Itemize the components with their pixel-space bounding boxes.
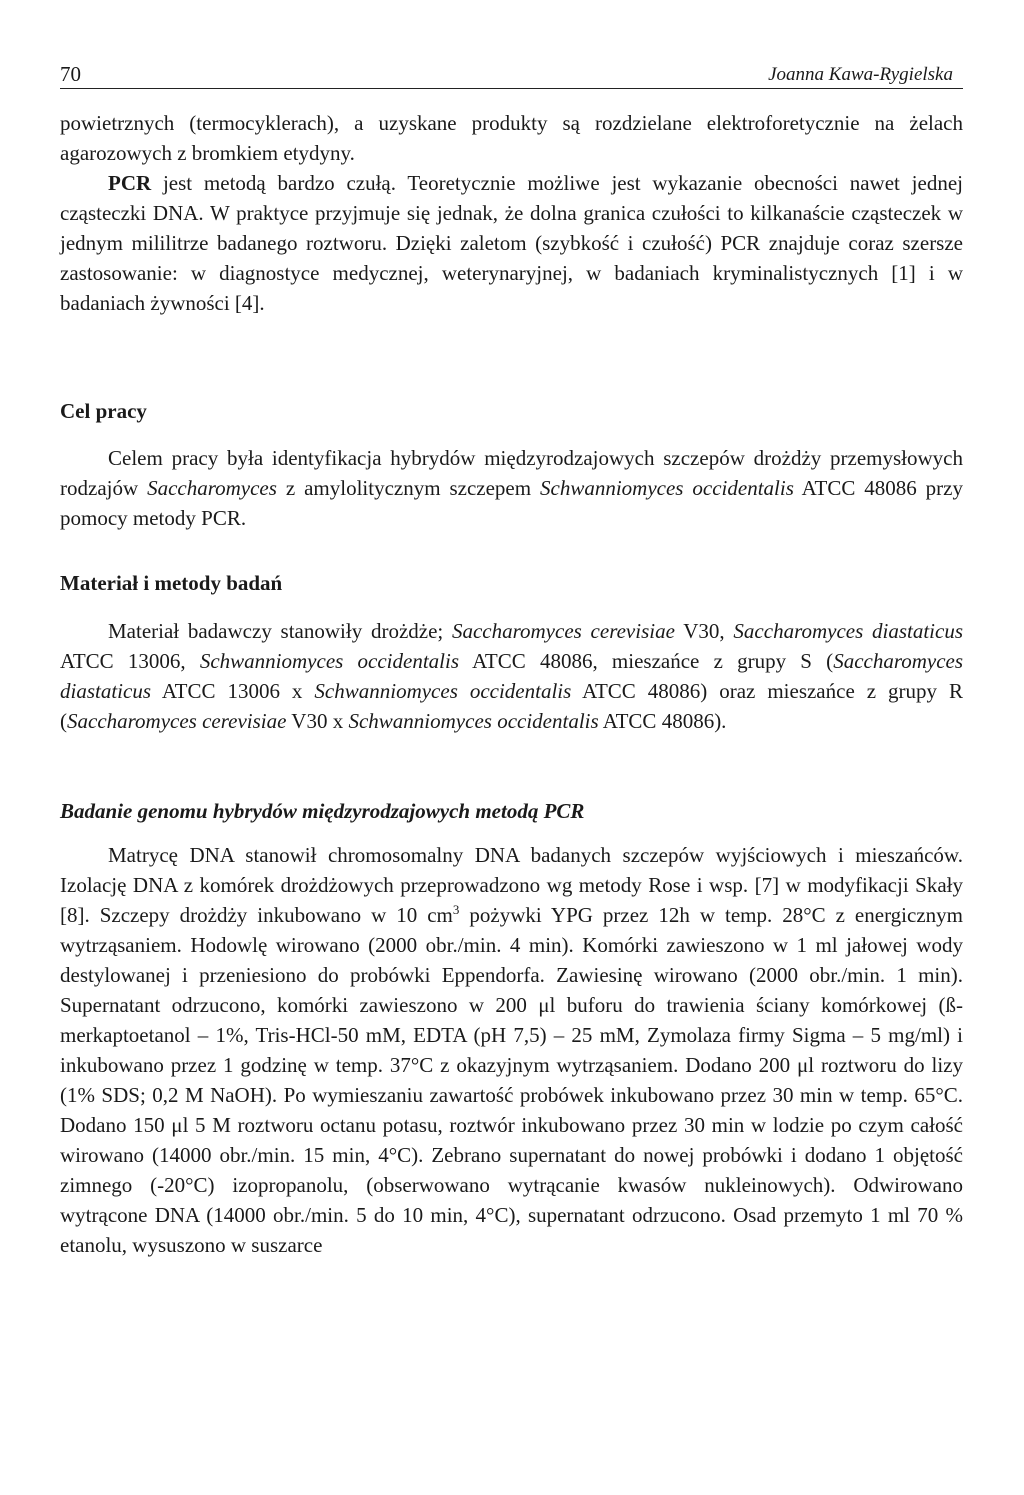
intro-paragraph-2 xyxy=(60,168,963,318)
genome-text-2: pożywki YPG przez 12h w temp. 28°C z energicznym wytrząsaniem. Hodowlę wirowano (2000 obr./min. 4 min). Komórki zawieszono w 1 ml jałowej wody destylowanej i przeniesiono do probówki Eppendorfa. Zawiesinę wirowano (2000 obr./min. 1 min). Supernatant odrzucono, komórki zawieszono w 200 μl buforu do trawienia ściany komórkowej (ß-merkaptoetanol – 1%, Tris-HCl-50 mM, EDTA (pH 7,5) – 25 mM, Zymolaza firmy Sigma – 5 mg/ml) i inkubowano przez 1 godzinę w temp. 37°C z okazyjnym wytrząsaniem. Dodano 200 μl roztworu do lizy (1% SDS; 0,2 M NaOH). Po wymieszaniu zawartość probówek inkubowano przez 30 min w temp. 65°C. Dodano 150 μl 5 M roztworu octanu potasu, roztwór inkubowano przez 30 min w lodzie po czym całość wirowano (14000 obr./min. 15 min, 4°C). Zebrano supernatant do nowej probówki i dodano 1 objętość zimnego (-20°C) izopropanolu, (obserwowano wytrącanie kwasów nukleinowych). Odwirowano wytrącone DNA (14000 obr./min. 5 do 10 min, 4°C), supernatant odrzucono. Osad przemyto 1 ml 70 % etanolu, wysuszono w suszarce xyxy=(60,903,963,1257)
genome-text-1: Matrycę DNA stanowił chromosomalny DNA badanych szczepów wyjściowych i mieszańców. Izolację DNA z komórek drożdżowych przeprowadzono wg metody Rose i wsp. [7] w modyfikacji Skały [8]. Szczepy drożdży inkubowano w 10 cm xyxy=(60,843,963,927)
methods-paragraph xyxy=(60,616,963,736)
aim-text-1: Celem pracy była identyfikacja hybrydów międzyrodzajowych szczepów drożdży przemysłowych rodzajów xyxy=(60,446,963,500)
running-header xyxy=(60,62,963,89)
pcr-bold: PCR xyxy=(108,171,152,195)
aim-text-3: ATCC 48086 przy pomocy metody PCR. xyxy=(60,476,964,530)
intro-paragraph-2-text: jest metodą bardzo czułą. Teoretycznie możliwe jest wykazanie obecności nawet jednej cząsteczki DNA. W praktyce przyjmuje się jednak, że dolna granica czułości to kilkanaście cząsteczek w jednym mililitrze badanego roztworu. Dzięki zaletom (szybkość i czułość) PCR znajduje coraz szersze zastosowanie: w diagnostyce medycznej, weterynaryjnej, w badaniach kryminalistycznych [1] i w badaniach żywności [4]. xyxy=(60,171,963,315)
methods-species-3: Schwanniomyces occidentalis xyxy=(199,649,460,673)
intro-paragraph-1: powietrznych (termocyklerach), a uzyskane produkty są rozdzielane elektroforetycznie na żelach agarozowych z bromkiem etydyny. xyxy=(60,111,963,165)
subsection-heading-genome: Badanie genomu hybrydów międzyrodzajowych metodą PCR xyxy=(60,799,585,823)
methods-text-7: V30 x xyxy=(286,709,349,733)
methods-species-6: Saccharomyces cerevisiae xyxy=(67,709,287,733)
running-author: Joanna Kawa-Rygielska xyxy=(768,64,953,85)
section-heading-methods: Materiał i metody badań xyxy=(60,571,283,595)
aim-species-2: Schwanniomyces occidentalis xyxy=(540,476,794,500)
methods-species-7: Schwanniomyces occidentalis xyxy=(348,709,599,733)
page-number: 70 xyxy=(60,62,81,86)
methods-text-1: Materiał badawczy stanowiły drożdże; xyxy=(108,619,452,643)
methods-text-8: ATCC 48086). xyxy=(598,709,727,733)
aim-species-1: Saccharomyces xyxy=(147,476,277,500)
methods-text-5: ATCC 13006 x xyxy=(151,679,315,703)
superscript-3: 3 xyxy=(452,902,460,917)
aim-text-2: z amylolitycznym szczepem xyxy=(276,476,541,500)
methods-species-5: Schwanniomyces occidentalis xyxy=(314,679,572,703)
methods-species-2: Saccharomyces diastaticus xyxy=(733,619,963,643)
methods-text-6: ATCC 48086) oraz mieszańce z grupy R ( xyxy=(60,679,963,733)
methods-species-4: Saccharomyces diastaticus xyxy=(60,649,964,703)
methods-text-3: ATCC 13006, xyxy=(60,649,200,673)
section-heading-aim: Cel pracy xyxy=(60,399,147,423)
methods-text-2: V30, xyxy=(674,619,734,643)
aim-paragraph xyxy=(60,443,963,533)
methods-text-4: ATCC 48086, mieszańce z grupy S ( xyxy=(459,649,834,673)
genome-paragraph xyxy=(60,840,963,1260)
methods-species-1: Saccharomyces cerevisiae xyxy=(451,619,675,643)
